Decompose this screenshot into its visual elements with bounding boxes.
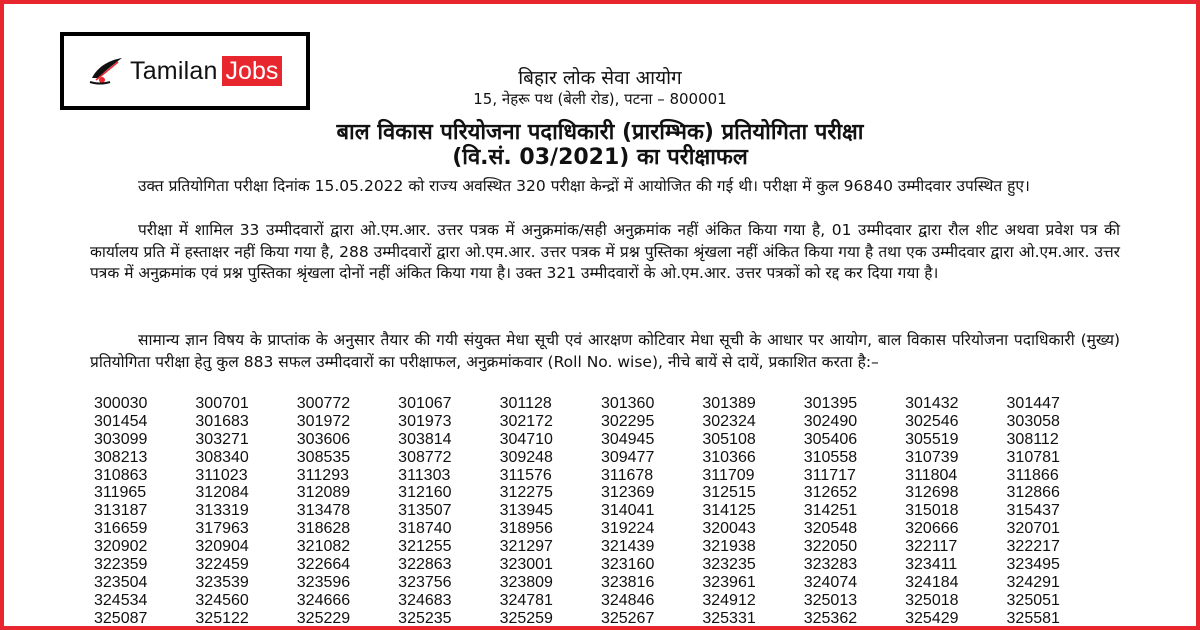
roll-number: 310558 (803, 448, 858, 466)
roll-number: 325087 (94, 609, 148, 627)
roll-number: 302324 (702, 412, 756, 430)
roll-number: 301128 (499, 395, 552, 412)
roll-number: 323539 (195, 573, 249, 591)
roll-number: 300772 (296, 395, 351, 412)
roll-number: 308213 (94, 448, 148, 466)
logo-text-jobs: Jobs (222, 56, 283, 86)
roll-number: 323596 (296, 573, 351, 591)
roll-number: 313319 (195, 502, 249, 520)
roll-number: 301067 (398, 395, 452, 412)
roll-number: 320043 (702, 520, 756, 538)
roll-number: 324074 (803, 573, 858, 591)
roll-number: 303271 (195, 430, 249, 448)
roll-number: 308112 (1006, 430, 1059, 448)
roll-number: 324184 (905, 573, 959, 591)
roll-number: 325229 (296, 609, 351, 627)
roll-number: 324781 (499, 591, 553, 609)
roll-number: 301454 (94, 412, 148, 430)
roll-number: 311709 (702, 466, 755, 484)
roll-number: 305406 (803, 430, 858, 448)
roll-number: 312698 (905, 484, 959, 502)
roll-number: 300030 (94, 395, 148, 412)
roll-number: 321255 (398, 538, 452, 556)
roll-number: 305519 (905, 430, 959, 448)
roll-number: 323235 (702, 556, 756, 574)
roll-number: 320904 (195, 538, 249, 556)
roll-number: 314041 (600, 502, 655, 520)
roll-number: 311965 (94, 484, 147, 502)
roll-number: 312084 (195, 484, 249, 502)
roll-number: 322863 (398, 556, 452, 574)
roll-number: 311293 (296, 466, 349, 484)
roll-number: 324666 (296, 591, 351, 609)
roll-number: 311717 (803, 466, 856, 484)
roll-number: 319224 (600, 520, 655, 538)
roll-number: 313507 (398, 502, 452, 520)
roll-number: 321439 (600, 538, 655, 556)
roll-number: 313478 (296, 502, 351, 520)
roll-number: 311023 (195, 466, 248, 484)
roll-number: 308772 (398, 448, 452, 466)
roll-number: 325331 (702, 609, 756, 627)
roll-number: 310366 (702, 448, 756, 466)
roll-number: 324683 (398, 591, 452, 609)
roll-number: 301432 (905, 395, 959, 412)
roll-number: 325362 (803, 609, 858, 627)
roll-number: 311576 (499, 466, 552, 484)
roll-number: 310739 (905, 448, 959, 466)
roll-number: 301360 (600, 395, 655, 412)
org-address: 15, नेहरू पथ (बेली रोड), पटना – 800001 (473, 90, 727, 108)
roll-number: 322359 (94, 556, 148, 574)
roll-number: 311303 (398, 466, 451, 484)
roll-number: 323160 (600, 556, 655, 574)
roll-number: 323961 (702, 573, 756, 591)
roll-number: 325235 (398, 609, 452, 627)
roll-number: 320701 (1006, 520, 1060, 538)
roll-number: 301972 (296, 412, 351, 430)
roll-number: 321938 (702, 538, 756, 556)
roll-number: 313187 (94, 502, 148, 520)
roll-number: 302295 (600, 412, 655, 430)
roll-number: 312089 (296, 484, 351, 502)
roll-number: 322459 (195, 556, 249, 574)
result-subtitle: (वि.सं. 03/2021) का परीक्षाफल (452, 145, 748, 170)
roll-number: 324534 (94, 591, 148, 609)
roll-number: 302490 (803, 412, 858, 430)
roll-number: 303058 (1006, 412, 1060, 430)
roll-number: 311678 (600, 466, 654, 484)
roll-number: 312866 (1006, 484, 1060, 502)
roll-number: 318956 (499, 520, 553, 538)
roll-number: 301683 (195, 412, 249, 430)
roll-number: 308535 (296, 448, 351, 466)
roll-number: 325267 (600, 609, 655, 627)
roll-number: 301973 (398, 412, 452, 430)
roll-number: 323411 (905, 556, 958, 574)
roll-number: 304945 (600, 430, 655, 448)
roll-number: 320666 (905, 520, 959, 538)
roll-number: 322664 (296, 556, 351, 574)
roll-number: 309248 (499, 448, 553, 466)
paragraph-cancelled-omr: परीक्षा में शामिल 33 उम्मीदवारों द्वारा ओ.एम.आर. उत्तर पत्रक में अनुक्रमांक/सही अनुक्रमांक नहीं अंकित किया गया है, 01 उम्मीदवार द्वारा रौल शीट अथवा प्रवेश पत्र की कार्यालय प्रति में हस्ताक्षर नहीं किया गया है, 288 उम्मीदवारों द्वारा ओ.एम.आर. उत्तर पत्रक में प्रश्न पुस्तिका श्रृंखला नहीं अंकित किया गया है तथा एक उम्मीदवार द्वारा ओ.एम.आर. उत्तर पत्रक में अनुक्रमांक एवं प्रश्न पुस्तिका श्रृंखला दोनों नहीं अंकित किया गया है। उक्त 321 उम्मीदवारों के ओ.एम.आर. उत्तर पत्रकों को रद्द कर दिया गया है। (90, 221, 1120, 282)
roll-number: 312652 (803, 484, 858, 502)
roll-number: 325429 (905, 609, 959, 627)
roll-number: 312160 (398, 484, 452, 502)
roll-number: 324291 (1006, 573, 1060, 591)
roll-number: 318628 (296, 520, 351, 538)
roll-number: 325018 (905, 591, 959, 609)
roll-number: 325051 (1006, 591, 1060, 609)
roll-number: 318740 (398, 520, 452, 538)
roll-number-grid (94, 395, 1108, 628)
roll-number: 323283 (803, 556, 858, 574)
roll-number: 315437 (1006, 502, 1060, 520)
roll-number: 311866 (1006, 466, 1059, 484)
roll-number: 324912 (702, 591, 756, 609)
roll-number: 308340 (195, 448, 249, 466)
roll-number: 312369 (600, 484, 655, 502)
roll-number: 312275 (499, 484, 553, 502)
roll-number: 323001 (499, 556, 553, 574)
roll-number: 300701 (195, 395, 249, 412)
roll-number: 313945 (499, 502, 553, 520)
org-name: बिहार लोक सेवा आयोग (518, 67, 682, 89)
roll-number: 324846 (600, 591, 655, 609)
roll-number: 303814 (398, 430, 452, 448)
roll-number: 322117 (905, 538, 958, 556)
roll-number: 321297 (499, 538, 553, 556)
roll-number: 309477 (600, 448, 655, 466)
roll-number: 320902 (94, 538, 148, 556)
roll-number: 315018 (905, 502, 959, 520)
roll-number: 302172 (499, 412, 553, 430)
roll-number: 311804 (905, 466, 958, 484)
roll-number: 323756 (398, 573, 452, 591)
logo-text-tamilan: Tamilan (130, 56, 218, 85)
roll-number: 314251 (803, 502, 858, 520)
roll-number: 323809 (499, 573, 553, 591)
result-title: बाल विकास परियोजना पदाधिकारी (प्रारम्भिक) प्रतियोगिता परीक्षा (336, 120, 864, 145)
roll-number: 322217 (1006, 538, 1060, 556)
roll-number: 316659 (94, 520, 148, 538)
roll-number: 320548 (803, 520, 858, 538)
roll-number: 303606 (296, 430, 351, 448)
roll-number: 310781 (1006, 448, 1060, 466)
roll-number: 325122 (195, 609, 249, 627)
roll-number: 323504 (94, 573, 148, 591)
roll-number: 312515 (702, 484, 756, 502)
roll-number: 301395 (803, 395, 858, 412)
roll-number: 301447 (1006, 395, 1060, 412)
roll-number: 323495 (1006, 556, 1060, 574)
roll-number: 317963 (195, 520, 249, 538)
roll-number: 305108 (702, 430, 756, 448)
roll-number: 321082 (296, 538, 351, 556)
paragraph-exam-info: उक्त प्रतियोगिता परीक्षा दिनांक 15.05.2022 को राज्य अवस्थित 320 परीक्षा केन्द्रों में आयोजित की गई थी। परीक्षा में कुल 96840 उम्मीदवार उपस्थित हुए। (138, 177, 1030, 195)
roll-number: 323816 (600, 573, 655, 591)
roll-number: 322050 (803, 538, 858, 556)
roll-number: 325581 (1006, 609, 1060, 627)
roll-number: 302546 (905, 412, 959, 430)
roll-number: 304710 (499, 430, 553, 448)
roll-number: 310863 (94, 466, 148, 484)
roll-number: 325013 (803, 591, 858, 609)
roll-number: 324560 (195, 591, 249, 609)
roll-number: 325259 (499, 609, 553, 627)
paragraph-result-declaration: सामान्य ज्ञान विषय के प्राप्तांक के अनुसार तैयार की गयी संयुक्त मेधा सूची एवं आरक्षण कोटिवार मेधा सूची के आधार पर आयोग, बाल विकास परियोजना पदाधिकारी (मुख्य) प्रतियोगिता परीक्षा हेतु कुल 883 सफल उम्मीदवारों का परीक्षाफल, अनुक्रमांकवार (Roll No. wise), नीचे बायें से दायें, प्रकाशित करता है:– (90, 331, 1120, 371)
roll-number: 314125 (702, 502, 756, 520)
roll-number: 301389 (702, 395, 756, 412)
roll-number: 303099 (94, 430, 148, 448)
